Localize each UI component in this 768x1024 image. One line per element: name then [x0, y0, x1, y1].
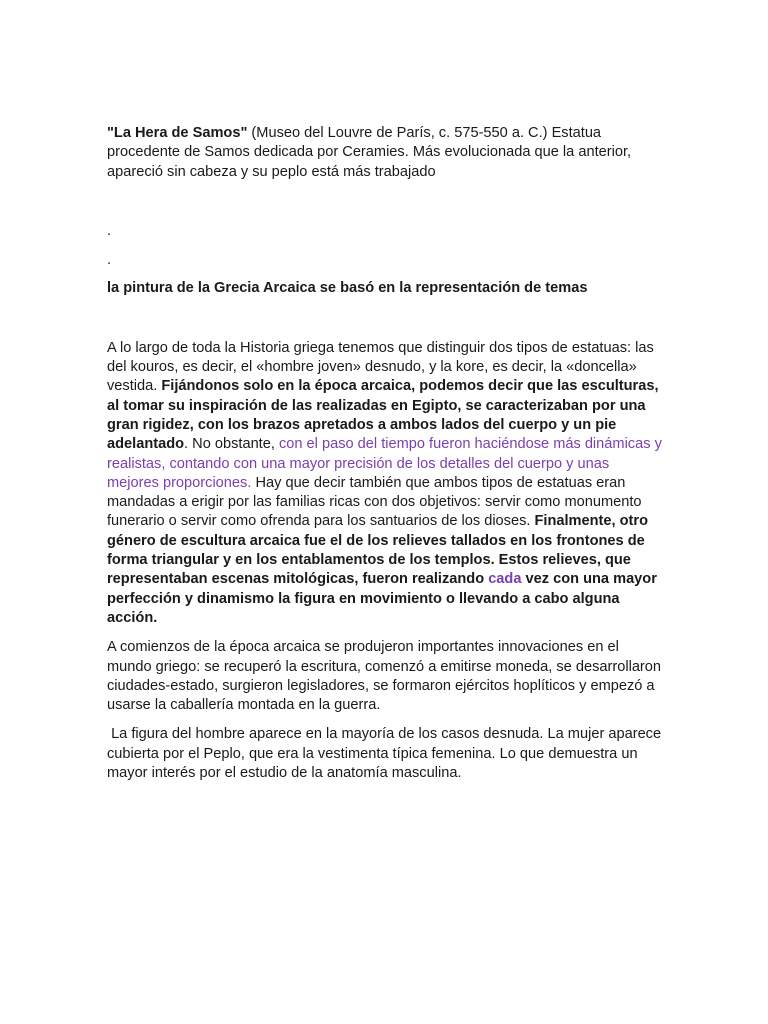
p1-bold-2: Finalmente, otro género de escultura arcaica fue el de los relieves tallados en los frontones de forma triangular y en los entablamentos de los templos. Estos relieves, que representaban escenas mitológicas, fueron realizando: [107, 513, 649, 588]
separator-dot: .: [107, 222, 112, 239]
p1-bold-1: Fijándonos solo en la época arcaica, podemos decir que las esculturas, al tomar su inspiración de las realizadas en Egipto, se caracterizaban por una gran rigidez, con los brazos apretados a ambos lados del cuerpo y un pie adelantado: [107, 378, 659, 453]
section-heading: la pintura de la Grecia Arcaica se basó en la representación de temas: [107, 280, 588, 297]
intro-paragraph: [107, 124, 663, 182]
p1-link-1[interactable]: con el paso del tiempo fueron haciéndose más dinámicas y realistas, contando con una mayor precisión de los detalles del cuerpo y unas mejores proporciones.: [107, 436, 662, 491]
p1-sentence-1: A lo largo de toda la Historia griega tenemos que distinguir dos tipos de estatuas: las del kouros, es decir, el «hombre joven» desnudo, y la kore, es decir, la «doncella» vestida.: [107, 339, 654, 395]
body-paragraph-3: La figura del hombre aparece en la mayoría de los casos desnuda. La mujer aparece cubierta por el Peplo, que era la vestimenta típica femenina. Lo que demuestra un mayor interés por el estudio de la anatomía masculina.: [107, 726, 666, 782]
p1-bold-3: vez con una mayor perfección y dinamismo la figura en movimiento o llevando a cabo alguna acción.: [107, 571, 657, 626]
intro-text: (Museo del Louvre de París, c. 575-550 a. C.) Estatua procedente de Samos dedicada por Ceramies. Más evolucionada que la anterior, apareció sin cabeza y su peplo está más trabajado: [107, 125, 632, 180]
p1-link-2[interactable]: cada: [488, 571, 522, 588]
document-page: [107, 124, 666, 783]
body-paragraph-1: [107, 339, 663, 628]
intro-title: "La Hera de Samos": [107, 125, 248, 141]
p1-sentence-3: . No obstante,: [184, 436, 279, 453]
body-paragraph-2: A comienzos de la época arcaica se produjeron importantes innovaciones en el mundo griego: se recuperó la escritura, comenzó a emitirse moneda, se desarrollaron ciudades-estado, surgieron legisladores, se formaron ejércitos hoplíticos y empezó a usarse la caballería montada en la guerra.: [107, 639, 662, 714]
p1-sentence-5: Hay que decir también que ambos tipos de estatuas eran mandadas a erigir por las familias ricas con dos objetivos: servir como monumento funerario o servir como ofrenda para los santuarios de los dioses.: [107, 474, 642, 530]
separator-dot: .: [107, 252, 112, 269]
